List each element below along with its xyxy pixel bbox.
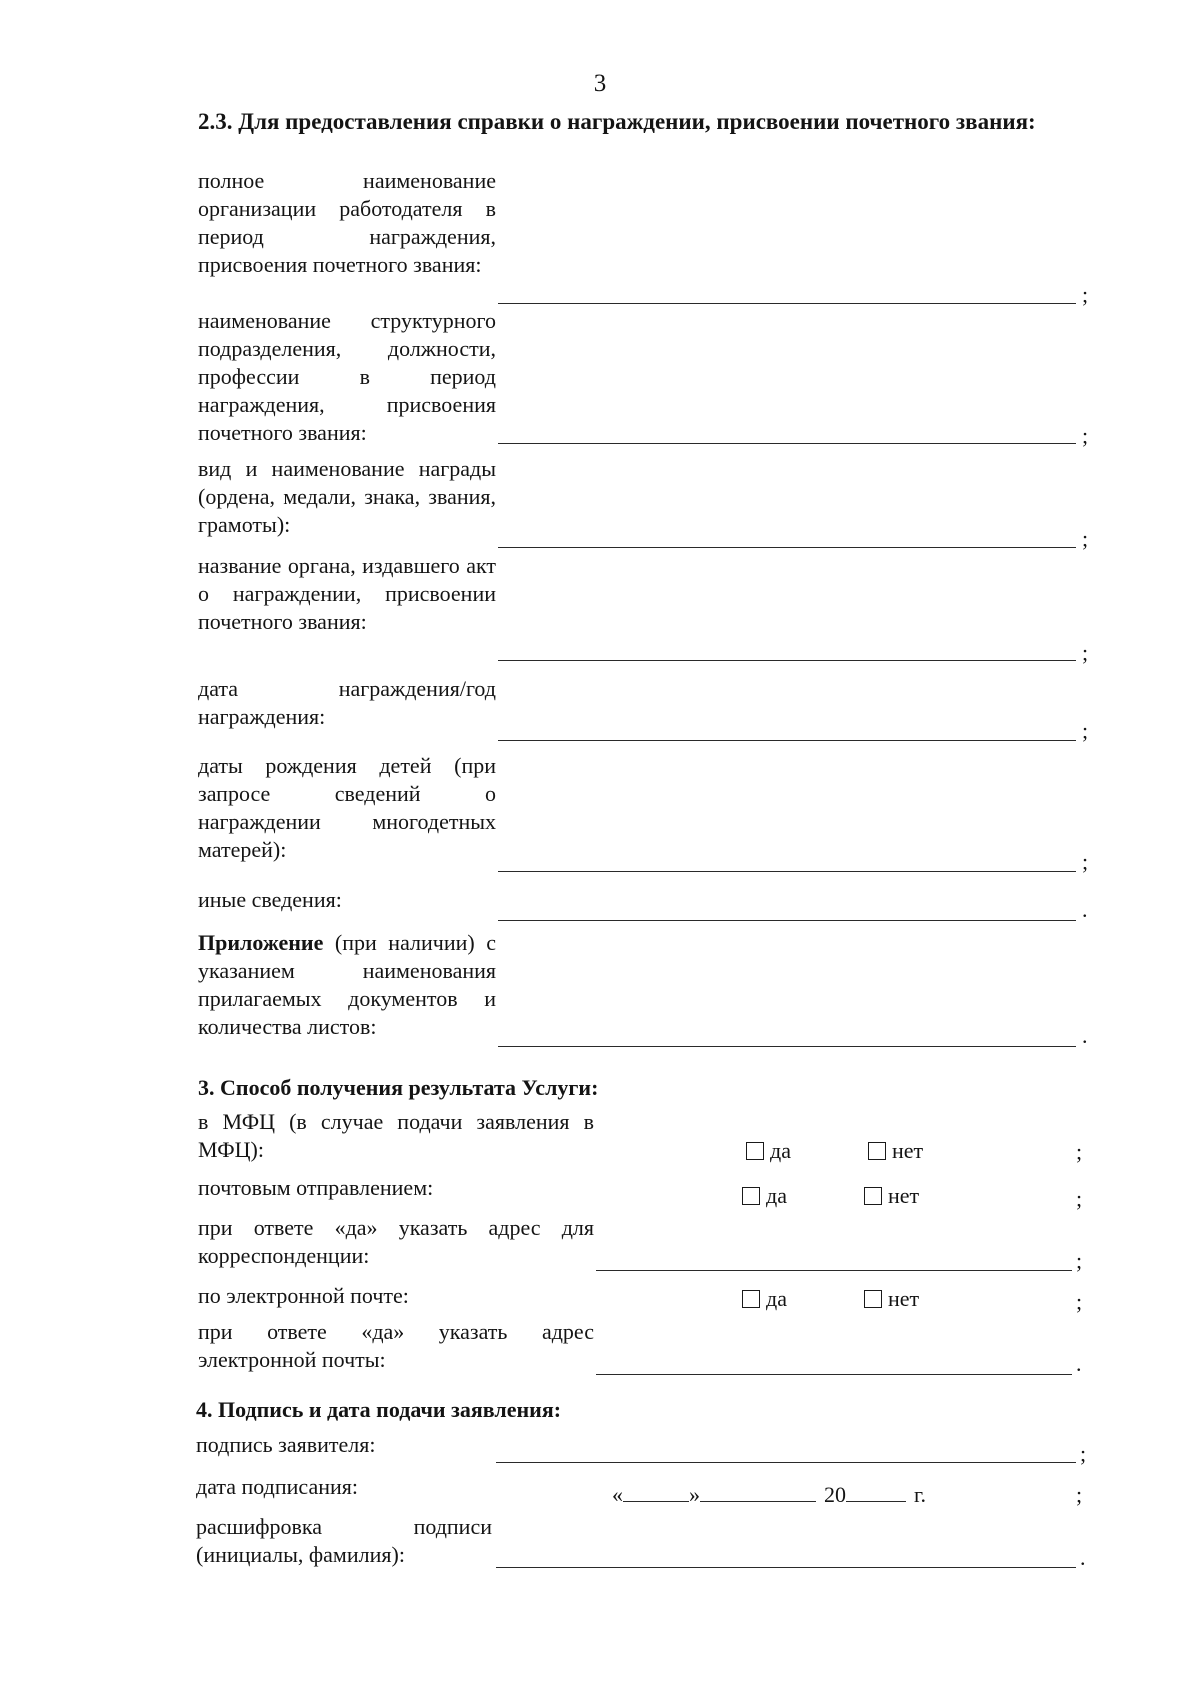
attachment-label: [198, 929, 496, 1041]
email-address-line[interactable]: [596, 1374, 1072, 1375]
field-award-type-line[interactable]: [498, 547, 1076, 548]
checkbox-icon[interactable]: [742, 1290, 760, 1308]
receive-post-yes[interactable]: да: [742, 1184, 787, 1208]
signature-label: подпись заявителя:: [196, 1432, 376, 1457]
field-other-info-label: иные сведения:: [198, 887, 342, 912]
decoding-label: расшифровка подписи (инициалы, фамилия):: [196, 1514, 492, 1567]
section-4-title: 4. Подпись и дата подачи заявления:: [196, 1397, 562, 1422]
date-year-field[interactable]: [846, 1479, 906, 1502]
field-award-type-end: ;: [1082, 526, 1089, 551]
date-fields: « » 20 г.: [612, 1479, 926, 1508]
field-employer-name-label: полное наименование организации работодателя в период награждения, присвоения почетного звания:: [198, 168, 496, 277]
receive-email-end: ;: [1076, 1289, 1083, 1314]
attachment-line[interactable]: [498, 1046, 1076, 1047]
checkbox-icon[interactable]: [742, 1187, 760, 1205]
email-address-label: при ответе «да» указать адрес электронной почты:: [198, 1319, 594, 1372]
date-label: дата подписания:: [196, 1474, 358, 1499]
field-other-info-line[interactable]: [498, 920, 1076, 921]
receive-post-no[interactable]: нет: [864, 1184, 919, 1208]
attachment-end: .: [1082, 1023, 1088, 1048]
checkbox-icon[interactable]: [868, 1142, 886, 1160]
date-end: ;: [1076, 1482, 1083, 1507]
attachment-label-rest: (при наличии) с указанием наименования прилагаемых документов и количества листов:: [198, 930, 496, 1039]
field-other-info-end: .: [1082, 897, 1088, 922]
receive-email-label: по электронной почте:: [198, 1283, 409, 1308]
field-award-date-line[interactable]: [498, 740, 1076, 741]
receive-post-label: почтовым отправлением:: [198, 1175, 434, 1200]
email-address-end: .: [1076, 1351, 1082, 1376]
signature-end: ;: [1080, 1441, 1087, 1466]
receive-mfc-end: ;: [1076, 1139, 1083, 1164]
field-department-line[interactable]: [498, 443, 1076, 444]
field-issuing-body-line[interactable]: [498, 660, 1076, 661]
field-department-end: ;: [1082, 423, 1089, 448]
receive-mfc-yes[interactable]: да: [746, 1139, 791, 1163]
checkbox-icon[interactable]: [746, 1142, 764, 1160]
field-issuing-body-end: ;: [1082, 640, 1089, 665]
decoding-end: .: [1080, 1545, 1086, 1570]
receive-mfc-no[interactable]: нет: [868, 1139, 923, 1163]
checkbox-icon[interactable]: [864, 1290, 882, 1308]
postal-address-line[interactable]: [596, 1270, 1072, 1271]
field-award-type-label: вид и наименование награды (ордена, медали, знака, звания, грамоты):: [198, 456, 496, 537]
field-issuing-body-label: название органа, издавшего акт о награждении, присвоении почетного звания:: [198, 553, 496, 634]
signature-line[interactable]: [496, 1462, 1076, 1463]
page-number: 3: [593, 70, 607, 97]
section-3-title: 3. Способ получения результата Услуги:: [198, 1075, 599, 1100]
field-award-date-end: ;: [1082, 718, 1089, 743]
field-children-birthdates-label: даты рождения детей (при запросе сведений о награждении многодетных матерей):: [198, 753, 496, 862]
checkbox-icon[interactable]: [864, 1187, 882, 1205]
section-2-3-title: 2.3. Для предоставления справки о награждении, присвоении почетного звания:: [198, 109, 1036, 134]
date-day-field[interactable]: [623, 1479, 689, 1502]
receive-email-yes[interactable]: да: [742, 1287, 787, 1311]
field-employer-name-line[interactable]: [498, 303, 1076, 304]
field-department-label: наименование структурного подразделения, должности, профессии в период награждения, присвоения почетного звания:: [198, 308, 496, 445]
receive-post-end: ;: [1076, 1186, 1083, 1211]
attachment-label-bold: Приложение: [198, 930, 324, 955]
field-award-date-label: дата награждения/год награждения:: [198, 676, 496, 729]
field-children-birthdates-end: ;: [1082, 849, 1089, 874]
decoding-line[interactable]: [496, 1567, 1076, 1568]
receive-email-no[interactable]: нет: [864, 1287, 919, 1311]
receive-mfc-label: в МФЦ (в случае подачи заявления в МФЦ):: [198, 1109, 594, 1162]
field-employer-name-end: ;: [1082, 282, 1089, 307]
postal-address-label: при ответе «да» указать адрес для корреспонденции:: [198, 1215, 594, 1268]
date-month-field[interactable]: [700, 1479, 816, 1502]
field-children-birthdates-line[interactable]: [498, 871, 1076, 872]
postal-address-end: ;: [1076, 1248, 1083, 1273]
